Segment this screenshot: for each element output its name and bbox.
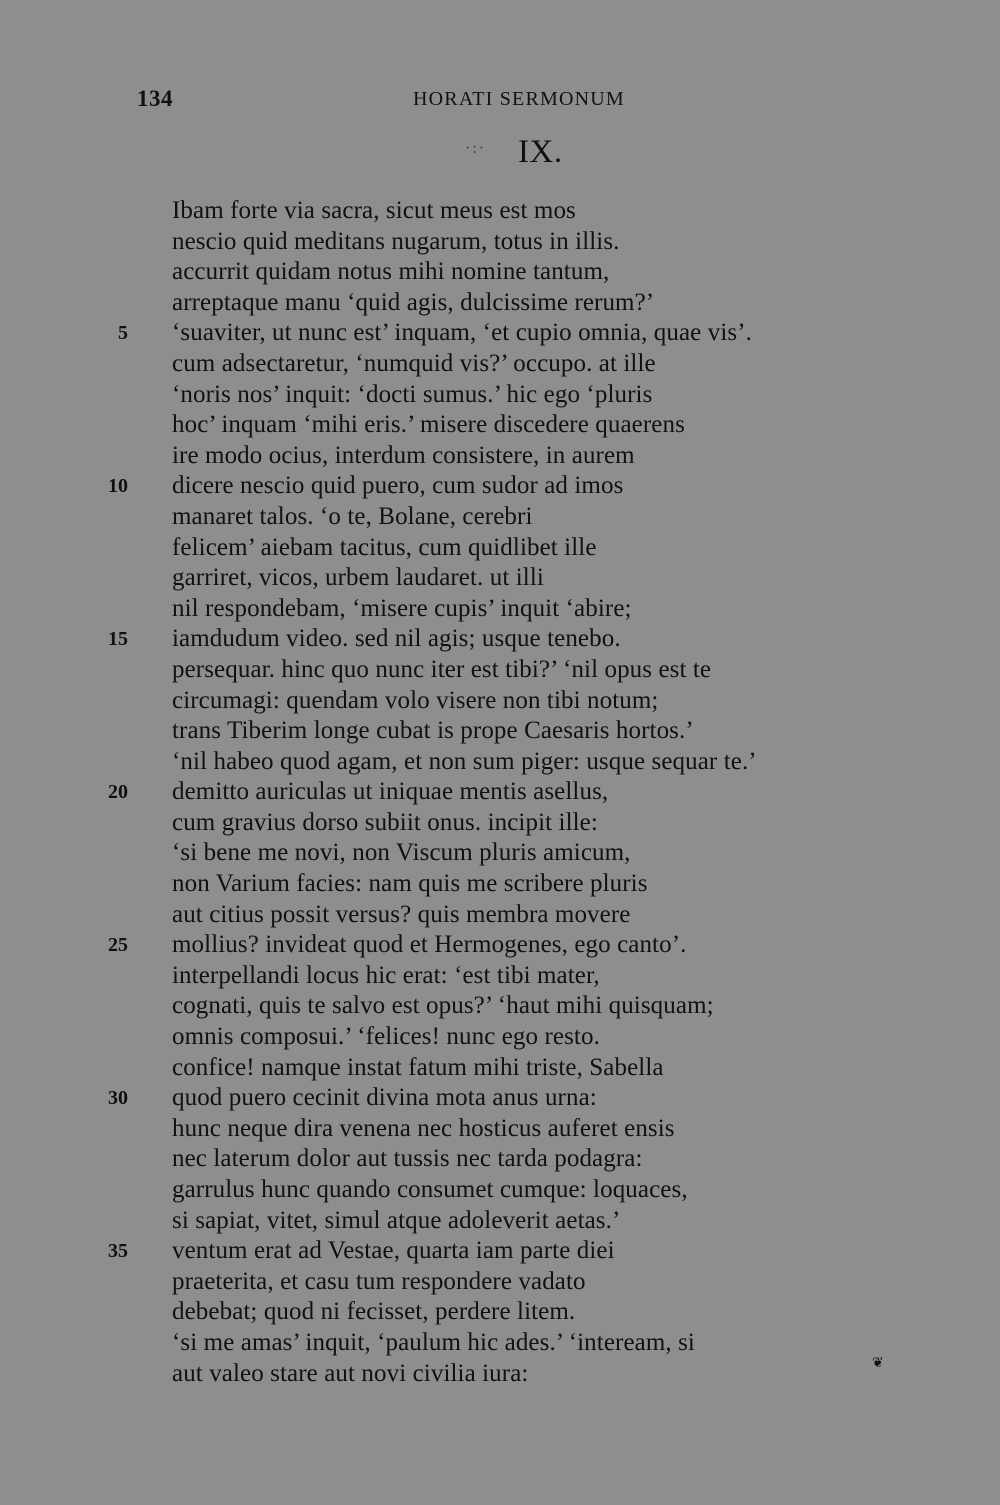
line-text: si sapiat, vitet, simul atque adoleverit aetas.’ [172,1206,621,1234]
poem-line [0,686,1000,717]
line-text: nec laterum dolor aut tussis nec tarda podagra: [172,1145,643,1173]
line-text: nil respondebam, ‘misere cupis’ inquit ‘abire; [172,594,632,622]
line-text: cum gravius dorso subiit onus. incipit ille: [172,808,598,836]
poem-line [0,1236,1000,1267]
page-number: 134 [137,86,173,111]
line-text: hoc’ inquam ‘mihi eris.’ misere discedere quaerens [172,411,685,439]
poem-line [0,961,1000,992]
poem-line [0,1114,1000,1145]
line-text: cognati, quis te salvo est opus?’ ‘haut mihi quisquam; [172,992,714,1020]
line-text: confice! namque instat fatum mihi triste, Sabella [172,1053,664,1081]
running-title: HORATI SERMONUM [413,88,625,110]
poem-line [0,410,1000,441]
line-text: aut citius possit versus? quis membra movere [172,900,631,928]
poem-text [0,196,1000,1389]
line-text: ‘si bene me novi, non Viscum pluris amicum, [172,839,631,867]
line-text: persequar. hinc quo nunc iter est tibi?’ ‘nil opus est te [172,655,712,683]
line-text: circumagi: quendam volo visere non tibi notum; [172,686,659,714]
line-number: 20 [108,781,128,804]
line-text: trans Tiberim longe cubat is prope Caesaris hortos.’ [172,717,694,745]
poem-line [0,380,1000,411]
poem-line [0,624,1000,655]
line-number: 25 [108,934,128,957]
line-number: 35 [108,1240,128,1263]
poem-line [0,196,1000,227]
poem-line [0,349,1000,380]
line-text: arreptaque manu ‘quid agis, dulcissime rerum?’ [172,288,655,316]
line-text: ire modo ocius, interdum consistere, in aurem [172,441,635,469]
poem-line [0,808,1000,839]
line-number: 5 [118,322,128,345]
line-text: hunc neque dira venena nec hosticus auferet ensis [172,1114,675,1142]
poem-line [0,502,1000,533]
poem-line [0,1359,1000,1390]
line-text: ‘si me amas’ inquit, ‘paulum hic ades.’ ‘inteream, si [172,1328,695,1356]
line-text: accurrit quidam notus mihi nomine tantum, [172,258,610,286]
poem-line [0,1175,1000,1206]
line-text: Ibam forte via sacra, sicut meus est mos [172,197,576,224]
line-text: ‘nil habeo quod agam, et non sum piger: usque sequar te.’ [172,747,757,775]
line-text: dicere nescio quid puero, cum sudor ad imos [172,472,624,500]
line-number: 30 [108,1087,128,1110]
line-text: ventum erat ad Vestae, quarta iam parte diei [172,1237,615,1265]
line-number: 15 [108,628,128,651]
ornament-glyph: ·:· [465,140,487,157]
poem-line [0,257,1000,288]
line-text: garrulus hunc quando consumet cumque: loquaces, [172,1176,688,1203]
line-text: felicem’ aiebam tacitus, cum quidlibet ille [172,533,597,561]
poem-line [0,441,1000,472]
poem-line [0,716,1000,747]
poem-line [0,1297,1000,1328]
poem-line [0,1267,1000,1298]
line-text: praeterita, et casu tum respondere vadato [172,1267,586,1295]
line-text: quod puero cecinit divina mota anus urna: [172,1084,597,1112]
line-text: nescio quid meditans nugarum, totus in illis. [172,227,620,255]
poem-line [0,747,1000,778]
poem-line [0,1022,1000,1053]
poem-line [0,288,1000,319]
poem-line [0,471,1000,502]
corner-mark-icon: ❦ [872,1356,884,1371]
line-text: ‘suaviter, ut nunc est’ inquam, ‘et cupio omnia, quae vis’. [172,319,752,347]
line-text: demitto auriculas ut iniquae mentis asellus, [172,778,609,806]
page-header [0,86,1000,116]
line-text: iamdudum video. sed nil agis; usque tenebo. [172,625,621,653]
section-title: IX. [518,134,563,170]
line-text: debebat; quod ni fecisset, perdere litem. [172,1298,576,1326]
poem-line [0,838,1000,869]
poem-line [0,777,1000,808]
poem-line [0,318,1000,349]
poem-line [0,1206,1000,1237]
poem-line [0,900,1000,931]
poem-line [0,563,1000,594]
poem-line [0,594,1000,625]
line-text: aut valeo stare aut novi civilia iura: [172,1359,529,1387]
poem-line [0,1144,1000,1175]
line-text: garriret, vicos, urbem laudaret. ut illi [172,564,544,592]
line-text: ‘noris nos’ inquit: ‘docti sumus.’ hic ego ‘pluris [172,380,653,408]
line-text: cum adsectaretur, ‘numquid vis?’ occupo. at ille [172,349,656,377]
line-text: manaret talos. ‘o te, Bolane, cerebri [172,502,533,530]
line-text: omnis composui.’ ‘felices! nunc ego resto. [172,1023,600,1051]
poem-line [0,533,1000,564]
line-text: non Varium facies: nam quis me scribere pluris [172,870,648,898]
poem-line [0,930,1000,961]
line-text: mollius? invideat quod et Hermogenes, ego canto’. [172,931,687,959]
line-text: interpellandi locus hic erat: ‘est tibi mater, [172,961,600,989]
poem-line [0,1053,1000,1084]
poem-line [0,1328,1000,1359]
line-number: 10 [108,475,128,498]
poem-line [0,869,1000,900]
poem-line [0,655,1000,686]
poem-line [0,991,1000,1022]
poem-line [0,1083,1000,1114]
poem-line [0,227,1000,258]
